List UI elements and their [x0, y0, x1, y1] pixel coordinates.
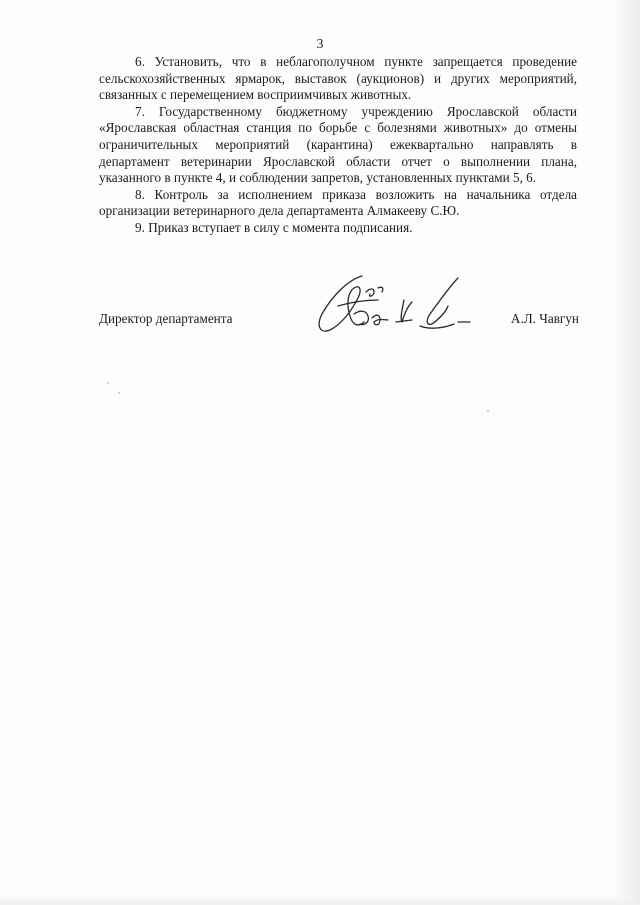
- page-number: 3: [316, 37, 324, 52]
- signatory-name: А.Л. Чавгун: [510, 311, 579, 326]
- scan-speck: [118, 392, 120, 394]
- paragraph-6: 6. Установить, что в неблагополучном пункте запрещается проведение сельскохозяйственных ярмарок, выставок (аукционов) и других мероприятий, связанных с перемещением восприимчивых животных.: [99, 54, 577, 103]
- scan-edge-shadow: [612, 0, 640, 905]
- handwritten-signature: [308, 270, 498, 346]
- scan-bottom-shadow: [0, 895, 640, 905]
- paragraph-7: 7. Государственному бюджетному учреждению Ярославской области «Ярославская областная станция по борьбе с болезнями животных» до отмены ограничительных мероприятий (карантина) ежеквартально направлять в департамент ветеринарии Ярославской области отчет о выполнении плана, указанного в пункте 4, и соблюдении запретов, установленных пунктами 5, 6.: [99, 103, 577, 186]
- paragraph-9: 9. Приказ вступает в силу с момента подписания.: [135, 219, 413, 235]
- order-body: [99, 54, 577, 237]
- scan-speck: [487, 410, 489, 412]
- scan-speck: [107, 382, 109, 384]
- signatory-title: Директор департамента: [99, 311, 233, 326]
- paragraph-8: 8. Контроль за исполнением приказа возложить на начальника отдела организации ветеринарного дела департамента Алмакееву С.Ю.: [99, 186, 577, 219]
